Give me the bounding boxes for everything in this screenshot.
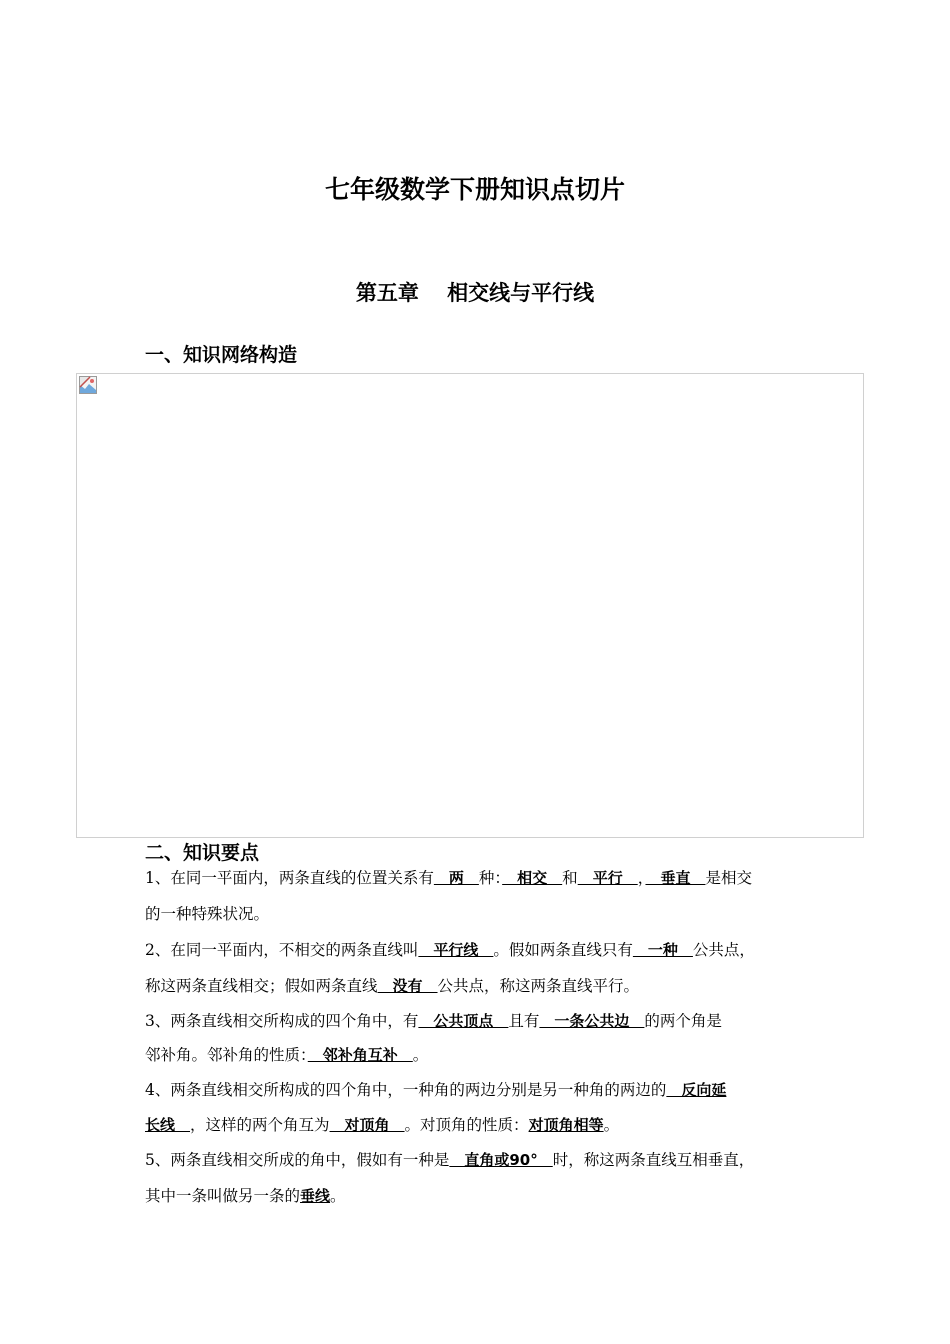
text: 其中一条叫做另一条的 [145,1187,301,1205]
answer-blank: 直角或90° [449,1151,553,1169]
answer-blank: 反向延 [666,1081,727,1099]
point-2-line-1 [145,932,815,968]
point-5-line-1 [145,1142,815,1178]
text: 。 [603,1116,620,1134]
answer-blank: 垂线 [300,1187,331,1205]
text: 。 [412,1046,429,1064]
answer-blank: 平行线 [418,941,494,959]
text: 种： [478,869,503,887]
answer-blank: 长线 [145,1116,191,1134]
text: 4、两条直线相交所构成的四个角中，一种角的两边分别是另一种角的两边的 [145,1081,667,1099]
text: 公共点， [692,941,755,959]
text: 和 [562,869,578,887]
point-5-line-2 [145,1178,815,1214]
answer-blank: 一条公共边 [539,1012,645,1030]
broken-image-icon [79,376,97,394]
text: 。对顶角的性质： [404,1116,529,1134]
answer-blank: 邻补角互补 [307,1046,413,1064]
document-title: 七年级数学下册知识点切片 [324,175,625,204]
text: 1、在同一平面内，两条直线的位置关系有 [145,869,434,887]
text: 。假如两条直线只有 [493,941,633,959]
answer-blank: 两 [433,869,479,887]
knowledge-network-image [76,373,864,838]
answer-blank: 一种 [632,941,693,959]
point-4-line-2 [145,1108,815,1142]
answer-blank: 没有 [377,977,438,995]
answer-blank: 垂直 [645,869,706,887]
point-2-line-2 [145,968,815,1004]
text: ，这样的两个角互为 [190,1116,330,1134]
text: 2、在同一平面内，不相交的两条直线叫 [145,941,419,959]
answer-blank: 平行 [577,869,638,887]
text: 5、两条直线相交所成的角中，假如有一种是 [145,1151,450,1169]
chapter-title: 第五章 相交线与平行线 [355,281,595,305]
answer-blank: 公共顶点 [418,1012,509,1030]
text: 是相交 [705,869,752,887]
answer-blank: 对顶角相等 [528,1116,604,1134]
text: 称这两条直线相交；假如两条直线 [145,977,378,995]
point-4-line-1 [145,1072,815,1108]
text: 时，称这两条直线互相垂直， [552,1151,755,1169]
point-3-line-2 [145,1038,815,1072]
section-heading-knowledge-network: 一、知识网络构造 [145,344,298,366]
text: 的两个角是 [644,1012,722,1030]
text: ， [637,869,646,887]
text: 公共点，称这两条直线平行。 [437,977,640,995]
text: 。 [330,1187,346,1205]
point-3-line-1 [145,1004,815,1038]
key-points-list [145,860,815,1214]
text: 3、两条直线相交所构成的四个角中，有 [145,1012,419,1030]
text: 且有 [508,1012,540,1030]
section-heading-key-points: 二、知识要点 [145,842,260,864]
point-1-line-2 [145,896,815,932]
answer-blank: 对顶角 [329,1116,405,1134]
answer-blank: 相交 [502,869,563,887]
text: 邻补角。邻补角的性质： [145,1046,308,1064]
point-1-line-1 [145,860,815,896]
text: 的一种特殊状况。 [145,905,270,923]
